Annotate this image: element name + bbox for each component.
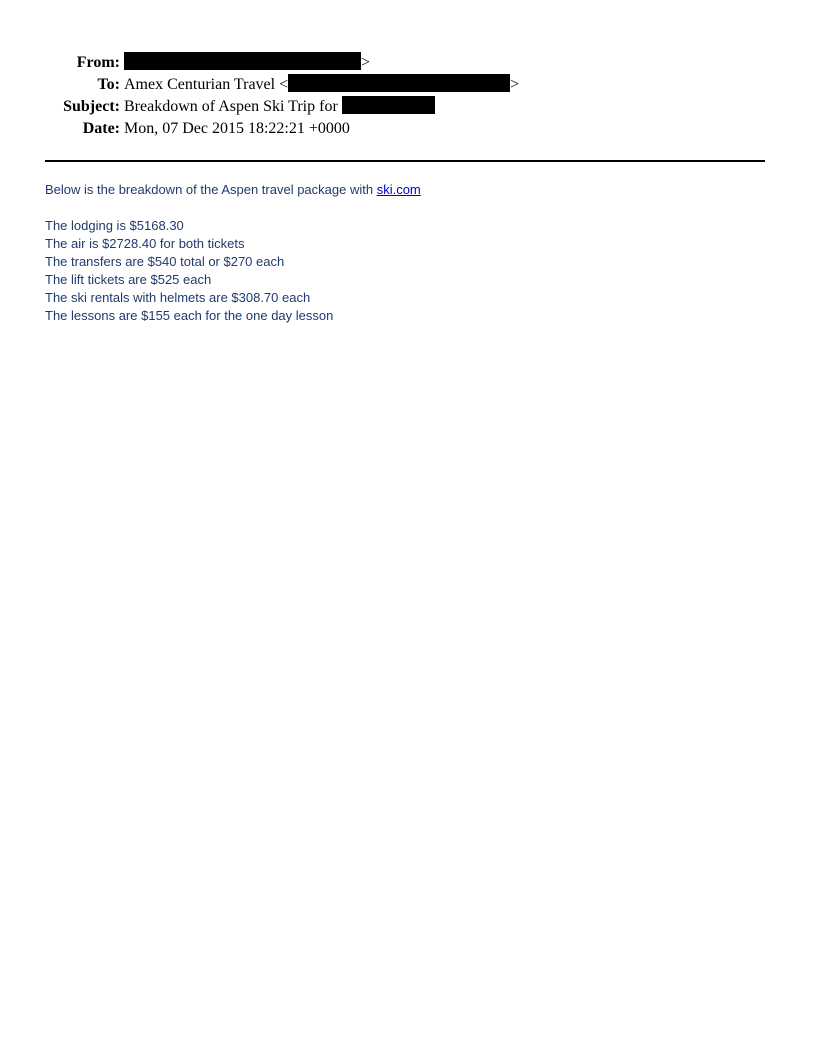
date-label: Date: (82, 120, 120, 137)
header-divider (45, 160, 765, 162)
subject-text: Breakdown of Aspen Ski Trip for (124, 98, 338, 115)
from-suffix: > (361, 54, 371, 71)
ski-rentals-line: The ski rentals with helmets are $308.70 each (45, 290, 311, 305)
to-suffix: > (510, 76, 520, 93)
air-line: The air is $2728.40 for both tickets (45, 236, 245, 251)
redacted-block (342, 96, 435, 114)
lodging-line: The lodging is $5168.30 (45, 218, 184, 233)
to-value (124, 74, 519, 96)
intro-paragraph (45, 181, 765, 199)
lessons-line: The lessons are $155 each for the one day lesson (45, 308, 334, 323)
from-label: From: (76, 54, 120, 71)
email-header (0, 52, 816, 140)
ski-com-link[interactable]: ski.com (376, 182, 421, 197)
subject-label: Subject: (63, 98, 120, 115)
to-label: To: (97, 76, 120, 93)
transfers-line: The transfers are $540 total or $270 each (45, 254, 285, 269)
date-row (0, 118, 816, 140)
subject-value (124, 96, 435, 118)
from-row (0, 52, 816, 74)
intro-text: Below is the breakdown of the Aspen travel package with (45, 182, 377, 197)
from-value (124, 52, 370, 74)
email-body (45, 181, 765, 325)
date-value: Mon, 07 Dec 2015 18:22:21 +0000 (124, 120, 350, 137)
redacted-block (124, 52, 361, 70)
lift-tickets-line: The lift tickets are $525 each (45, 272, 212, 287)
subject-row (0, 96, 816, 118)
redacted-block (288, 74, 510, 92)
to-row (0, 74, 816, 96)
to-name: Amex Centurian Travel < (124, 76, 289, 93)
